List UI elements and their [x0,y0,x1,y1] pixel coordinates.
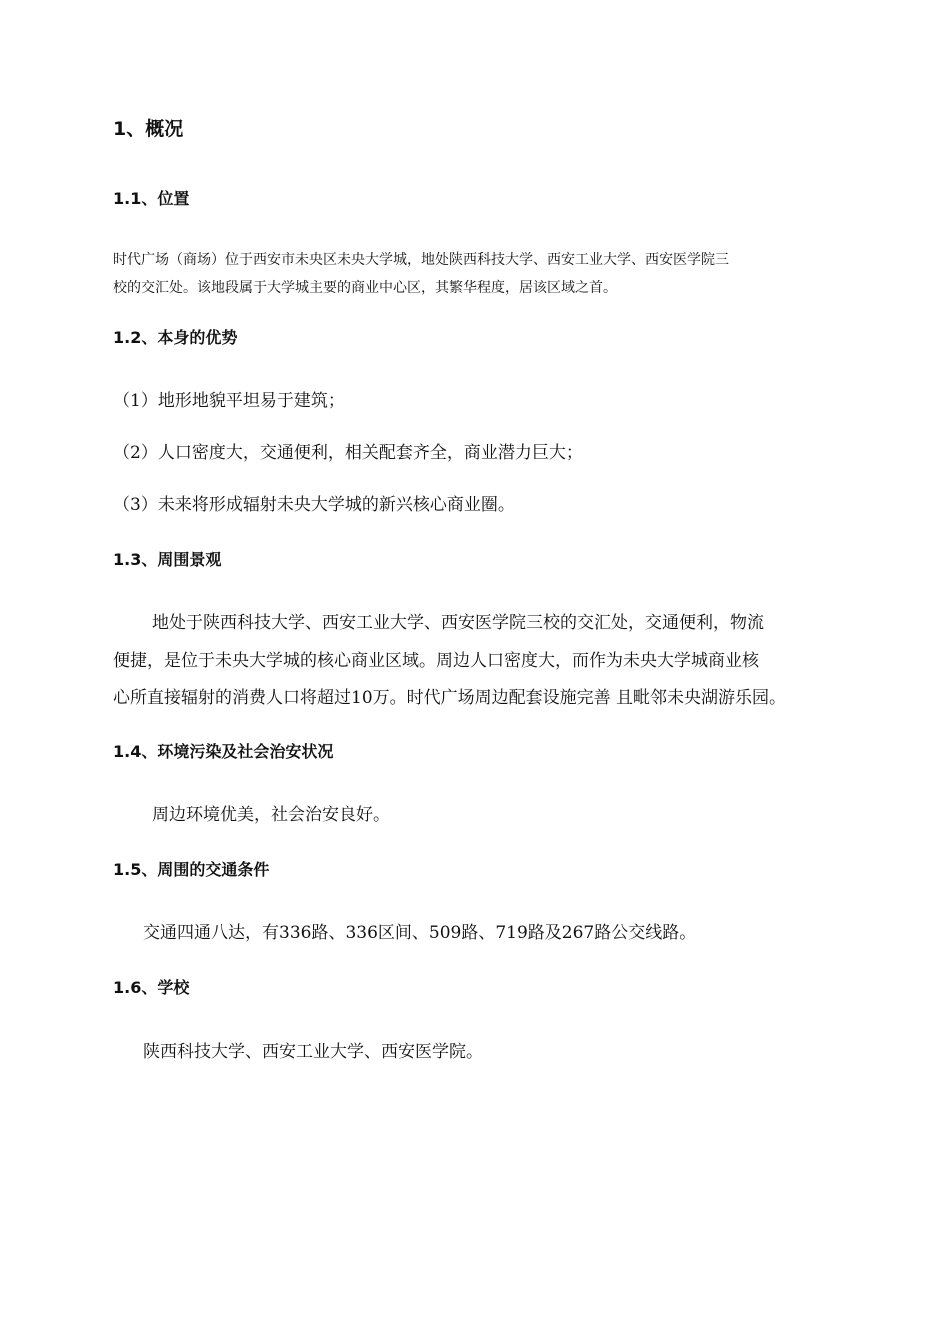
scenery-line-3: 心所直接辐射的消费人口将超过10万。时代广场周边配套设施完善 且毗邻未央湖游乐园。 [113,688,787,708]
traffic-text: 交通四通八达，有336路、336区间、509路、719路及267路公交线路。 [143,923,697,943]
heading-environment: 1.4、环境污染及社会治安状况 [113,742,334,761]
scenery-line-2: 便捷，是位于未央大学城的核心商业区域。周边人口密度大，而作为未央大学城商业核 [113,651,759,671]
scenery-line-1: 地处于陕西科技大学、西安工业大学、西安医学院三校的交汇处，交通便利，物流 [152,613,764,633]
heading-traffic: 1.5、周围的交通条件 [113,860,270,879]
location-line-1: 时代广场（商场）位于西安市未央区未央大学城，地处陕西科技大学、西安工业大学、西安医学院三 [113,252,729,268]
heading-advantages: 1.2、本身的优势 [113,328,238,347]
heading-location: 1.1、位置 [113,189,190,208]
advantage-item-3: （3）未来将形成辐射未央大学城的新兴核心商业圈。 [113,495,515,515]
advantage-item-1: （1）地形地貌平坦易于建筑； [113,391,345,411]
advantage-item-2: （2）人口密度大，交通便利，相关配套齐全，商业潜力巨大； [113,443,583,463]
heading-schools: 1.6、学校 [113,978,190,997]
schools-text: 陕西科技大学、西安工业大学、西安医学院。 [143,1042,483,1062]
location-line-2: 校的交汇处。该地段属于大学城主要的商业中心区，其繁华程度，居该区域之首。 [113,280,617,296]
heading-scenery: 1.3、周围景观 [113,550,222,569]
heading-overview: 1、概况 [113,118,184,140]
environment-text: 周边环境优美，社会治安良好。 [152,805,390,825]
